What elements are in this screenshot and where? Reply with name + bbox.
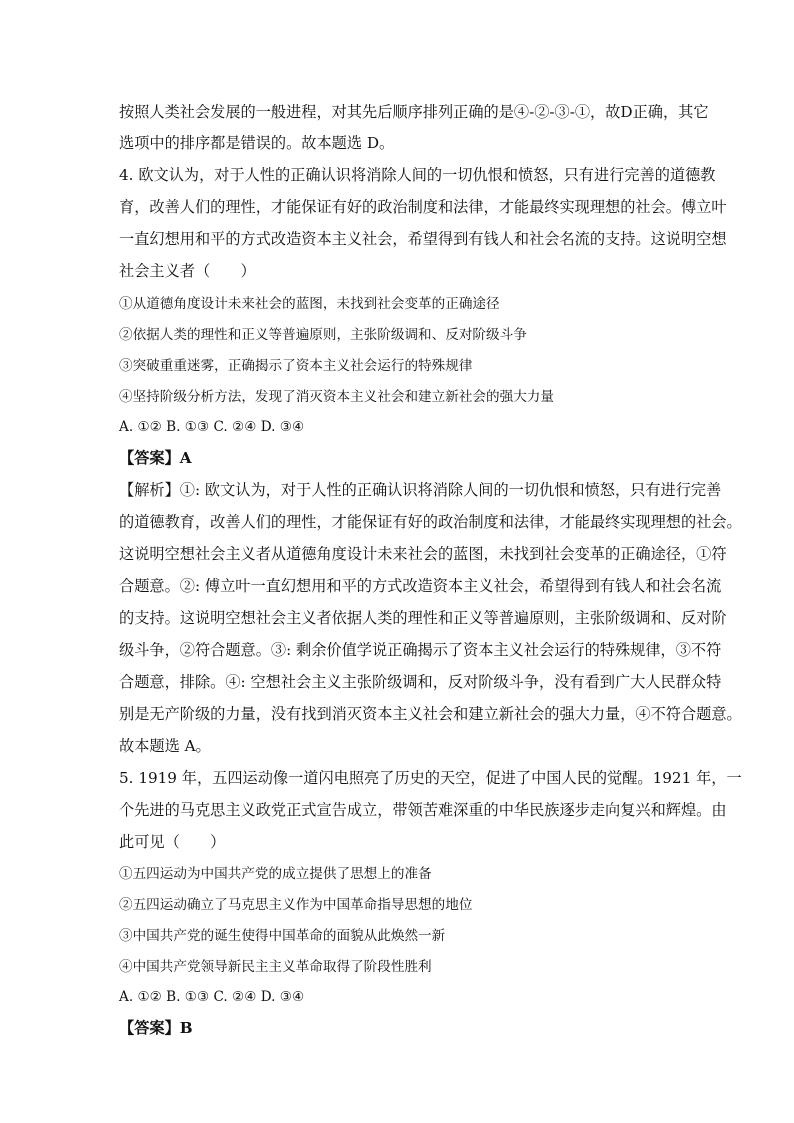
text-line: 育，改善人们的理性，才能保证有好的政治制度和法律，才能最终实现理想的社会。傅立叶 [119,198,727,216]
text-line: 个先进的马克思主义政党正式宣告成立，带领苦难深重的中华民族逐步走向复兴和辉煌。由 [119,801,727,819]
analysis-line: 【解析】①: 欧文认为，对于人性的正确认识将消除人间的一切仇恨和愤怒，只有进行完善 [119,481,722,499]
analysis-line: 这说明空想社会主义者从道德角度设计未来社会的蓝图，未找到社会变革的正确途径，①符 [119,545,727,563]
question-4-stem: 4. 欧文认为，对于人性的正确认识将消除人间的一切仇恨和愤怒，只有进行完善的道德教 [119,166,716,184]
text-line: 社会主义者（ ） [119,262,256,280]
text-line: 一直幻想用和平的方式改造资本主义社会，希望得到有钱人和社会名流的支持。这说明空想 [119,230,727,248]
option-item: ④坚持阶级分析方法，发现了消灭资本主义社会和建立新社会的强大力量 [119,389,554,405]
analysis-line: 故本题选 A。 [119,737,211,755]
analysis-line: 合题意。②: 傅立叶一直幻想用和平的方式改造资本主义社会，希望得到有钱人和社会名流 [119,577,722,595]
option-item: ②依据人类的理性和正义等普遍原则，主张阶级调和、反对阶级斗争 [119,327,527,343]
text-line: 此可见（ ） [119,833,226,851]
option-item: ③中国共产党的诞生使得中国革命的面貌从此焕然一新 [119,928,446,944]
analysis-line: 合题意，排除。④: 空想社会主义主张阶级调和，反对阶级斗争，没有看到广大人民群众特 [119,673,722,691]
option-item: ④中国共产党领导新民主主义革命取得了阶段性胜利 [119,959,432,975]
analysis-line: 的支持。这说明空想社会主义者依据人类的理性和正义等普遍原则，主张阶级调和、反对阶 [119,609,727,627]
analysis-line: 级斗争，②符合题意。③: 剩余价值学说正确揭示了资本主义社会运行的特殊规律，③不符 [119,641,722,659]
text-line: 选项中的排序都是错误的。故本题选 D。 [119,134,395,152]
text-line: 按照人类社会发展的一般进程，对其先后顺序排列正确的是④-②-③-①，故D正确，其它 [119,103,709,121]
answer-label: 【答案】A [119,449,192,467]
option-item: ①五四运动为中国共产党的成立提供了思想上的准备 [119,866,432,882]
question-5-stem: 5. 1919 年，五四运动像一道闪电照亮了历史的天空，促进了中国人民的觉醒。1921 年，一 [119,769,742,787]
option-item: ①从道德角度设计未来社会的蓝图，未找到社会变革的正确途径 [119,296,500,312]
option-item: ②五四运动确立了马克思主义作为中国革命指导思想的地位 [119,897,473,913]
analysis-line: 别是无产阶级的力量，没有找到消灭资本主义社会和建立新社会的强大力量，④不符合题意。 [119,705,742,723]
answer-choices: A. ①② B. ①③ C. ②④ D. ③④ [119,989,305,1005]
answer-label: 【答案】B [119,1019,193,1037]
answer-choices: A. ①② B. ①③ C. ②④ D. ③④ [119,419,305,435]
option-item: ③突破重重迷雾，正确揭示了资本主义社会运行的特殊规律 [119,358,473,374]
analysis-line: 的道德教育，改善人们的理性，才能保证有好的政治制度和法律，才能最终实现理想的社会。 [119,513,742,531]
